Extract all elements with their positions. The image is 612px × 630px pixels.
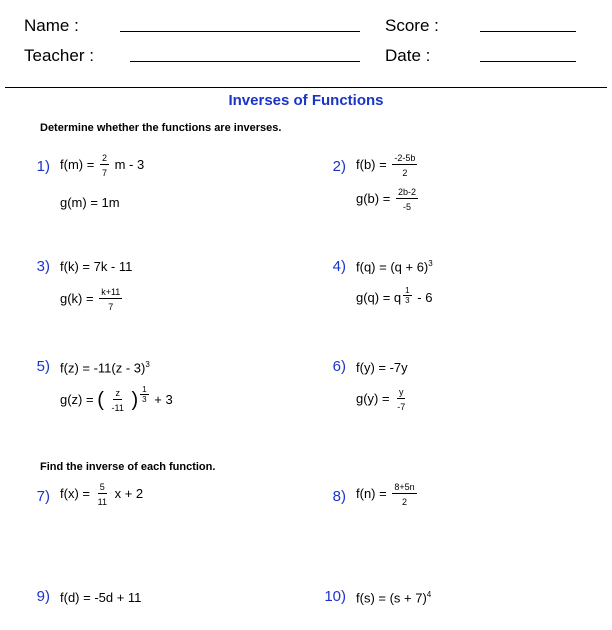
problem-number: 5) <box>36 358 50 375</box>
numerator: 2 <box>101 153 107 163</box>
exponent-fraction <box>403 286 411 305</box>
denominator: 7 <box>101 168 107 178</box>
problem-5-f <box>60 360 150 375</box>
numerator: 2b-2 <box>397 187 416 197</box>
f-prefix: f(m) = <box>60 156 95 172</box>
date-blank[interactable] <box>480 61 576 62</box>
header-divider <box>5 87 607 88</box>
g-prefix: g(y) = <box>356 390 390 406</box>
f-prefix: f(n) = <box>356 485 387 501</box>
teacher-label: Teacher : <box>24 46 94 65</box>
score-blank[interactable] <box>480 31 576 32</box>
problem-number: 9) <box>36 588 50 605</box>
section1-instruction: Determine whether the functions are inverses. <box>40 122 282 134</box>
problem-number: 1) <box>36 158 50 175</box>
f-expression: f(z) = -11(z - 3) <box>60 360 146 376</box>
score-label: Score : <box>385 16 439 35</box>
problem-2-f <box>356 152 419 179</box>
denominator: 3 <box>142 395 147 404</box>
fraction <box>99 286 122 313</box>
denominator: 7 <box>108 302 114 312</box>
name-label: Name : <box>24 16 79 35</box>
numerator: k+11 <box>101 287 121 297</box>
f-suffix: m - 3 <box>114 156 145 172</box>
problem-9-f: f(d) = -5d + 11 <box>60 590 142 605</box>
problem-number: 2) <box>332 158 346 175</box>
exponent: 4 <box>426 590 432 599</box>
g-suffix: + 3 <box>154 391 173 407</box>
fraction <box>392 152 417 179</box>
right-paren: ) <box>131 389 139 411</box>
problem-1-g: g(m) = 1m <box>60 195 120 210</box>
f-prefix: f(b) = <box>356 156 387 172</box>
name-blank[interactable] <box>120 31 360 32</box>
g-prefix: g(q) = q <box>356 290 402 305</box>
denominator: 2 <box>402 168 408 178</box>
f-suffix: x + 2 <box>114 485 144 501</box>
problem-1-f <box>60 152 144 179</box>
g-prefix: g(b) = <box>356 190 391 206</box>
problem-8-f <box>356 481 419 508</box>
problem-number: 4) <box>332 258 346 275</box>
g-suffix: - 6 <box>417 290 433 305</box>
problem-2-g <box>356 186 420 213</box>
numerator: 8+5n <box>394 482 415 492</box>
problem-6-f: f(y) = -7y <box>356 360 408 375</box>
section2-instruction: Find the inverse of each function. <box>40 461 216 473</box>
numerator: y <box>398 387 404 397</box>
denominator: -5 <box>402 202 411 212</box>
fraction <box>395 386 407 413</box>
problem-10-f <box>356 590 431 605</box>
f-expression: f(q) = (q + 6) <box>356 259 429 275</box>
g-prefix: g(k) = <box>60 290 94 306</box>
problem-number: 6) <box>332 358 346 375</box>
problem-5-g <box>60 387 173 414</box>
denominator: 11 <box>97 497 107 507</box>
exponent: 3 <box>145 360 150 369</box>
fraction <box>396 186 418 213</box>
numerator: 5 <box>99 482 105 492</box>
denominator: -7 <box>397 402 406 412</box>
fraction <box>110 387 126 414</box>
denominator: -11 <box>111 403 124 413</box>
numerator: 1 <box>405 286 410 295</box>
problem-number: 3) <box>36 258 50 275</box>
exponent: 3 <box>428 259 433 268</box>
fraction <box>96 481 109 508</box>
denominator: 2 <box>401 497 407 507</box>
problem-number: 8) <box>332 488 346 505</box>
numerator: -2-5b <box>394 153 416 163</box>
problem-4-g <box>356 286 433 305</box>
problem-number: 10) <box>324 588 346 605</box>
fraction <box>392 481 416 508</box>
numerator: 1 <box>142 385 147 394</box>
exponent-fraction <box>140 385 148 404</box>
date-label: Date : <box>385 46 431 65</box>
numerator: z <box>115 388 120 398</box>
left-paren: ( <box>97 389 104 411</box>
problem-number: 7) <box>36 488 50 505</box>
fraction <box>100 152 109 179</box>
problem-3-g <box>60 286 124 313</box>
problem-7-f <box>60 481 143 508</box>
f-prefix: f(x) = <box>60 485 90 501</box>
problem-3-f: f(k) = 7k - 11 <box>60 259 133 274</box>
denominator: 3 <box>405 296 410 305</box>
problem-4-f <box>356 259 433 274</box>
worksheet-title: Inverses of Functions <box>228 92 384 109</box>
f-expression: f(s) = (s + 7) <box>356 590 427 606</box>
problem-6-g <box>356 386 409 413</box>
g-prefix: g(z) = <box>60 391 94 407</box>
teacher-blank[interactable] <box>130 61 360 62</box>
